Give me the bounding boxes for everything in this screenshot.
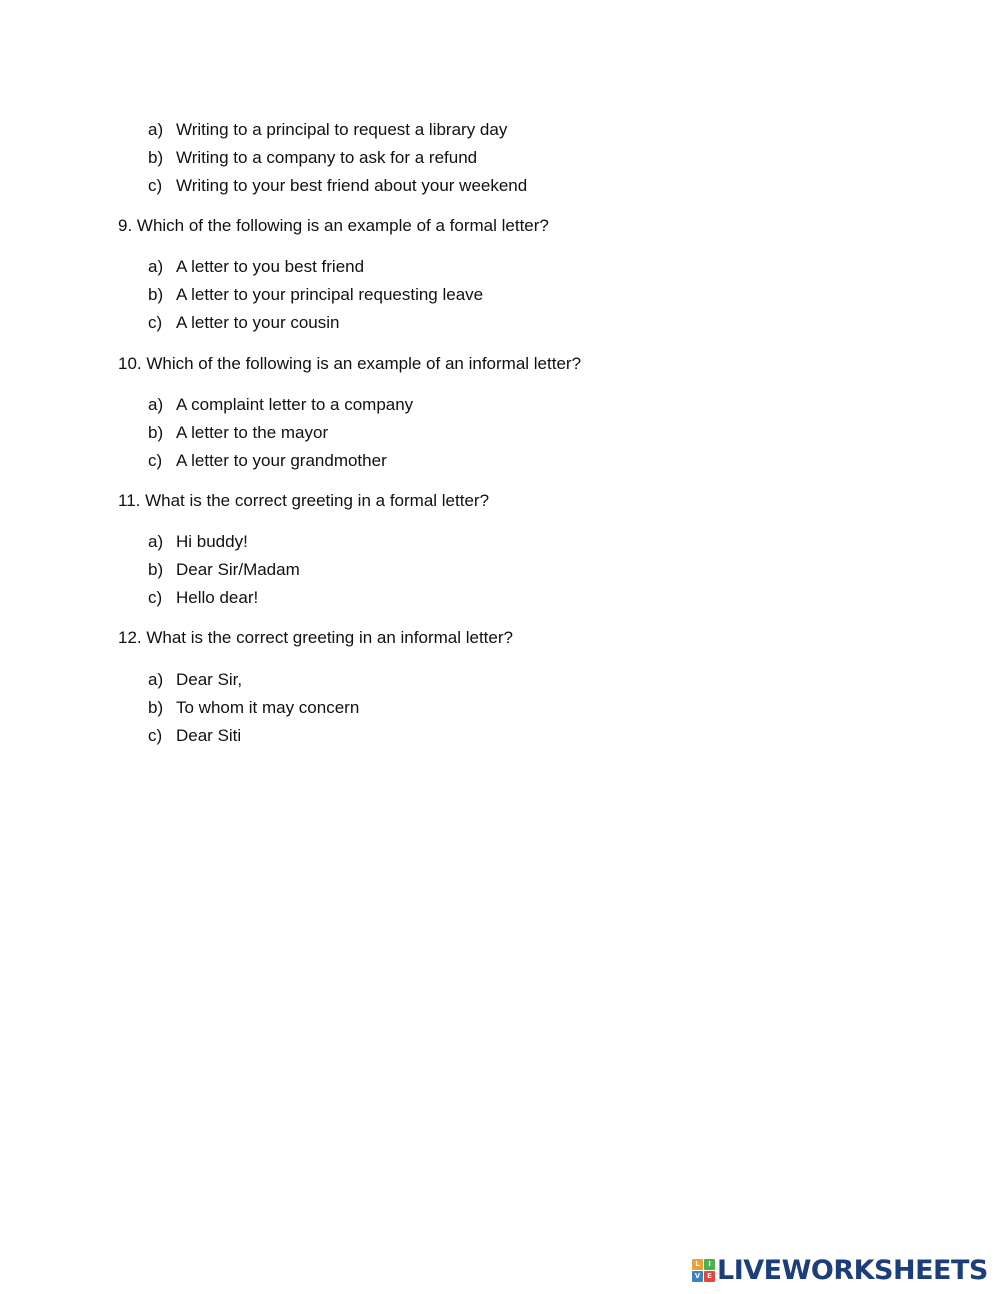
option-item [148,447,413,475]
option-text: Dear Sir, [176,670,243,689]
option-text: A letter to your grandmother [176,451,387,470]
option-list [148,666,359,750]
option-text: Writing to a company to ask for a refund [176,148,478,167]
option-letter: b) [148,560,164,579]
option-item [148,722,359,750]
question-12: 12. What is the correct greeting in an informal letter? [118,628,513,647]
option-text: A letter to the mayor [176,423,329,442]
logo-mark-letter: L [692,1259,703,1270]
option-item [148,116,527,144]
option-list [148,116,527,200]
option-text: Hello dear! [176,588,259,607]
option-list [148,391,413,475]
option-letter: a) [148,532,164,551]
option-text: Dear Sir/Madam [176,560,300,579]
option-item [148,419,413,447]
logo-mark-letter: V [692,1271,703,1282]
option-text: Dear Siti [176,726,242,745]
logo-text: LIVEWORKSHEETS [717,1254,988,1286]
option-text: Writing to your best friend about your weekend [176,176,528,195]
option-text: Writing to a principal to request a library day [176,120,508,139]
option-item [148,694,359,722]
option-text: A letter to your principal requesting leave [176,285,484,304]
option-letter: b) [148,423,164,442]
option-item [148,172,527,200]
option-item [148,281,483,309]
option-list [148,528,300,612]
option-letter: a) [148,670,164,689]
option-item [148,556,300,584]
liveworksheets-logo [692,1253,988,1287]
option-letter: b) [148,285,164,304]
option-list [148,253,483,337]
logo-mark-letter: I [704,1259,715,1270]
option-text: A letter to you best friend [176,257,365,276]
option-text: A complaint letter to a company [176,395,414,414]
option-letter: c) [148,726,163,745]
option-letter: c) [148,451,163,470]
option-letter: a) [148,395,164,414]
option-letter: b) [148,148,164,167]
option-letter: b) [148,698,164,717]
option-item [148,666,359,694]
option-item [148,309,483,337]
option-letter: a) [148,257,164,276]
option-item [148,584,300,612]
logo-mark-letter: E [704,1271,715,1282]
option-letter: c) [148,176,163,195]
option-item [148,528,300,556]
question-11: 11. What is the correct greeting in a formal letter? [118,491,490,510]
option-item [148,144,527,172]
option-letter: c) [148,588,163,607]
option-item [148,253,483,281]
option-text: To whom it may concern [176,698,360,717]
option-item [148,391,413,419]
option-text: A letter to your cousin [176,313,340,332]
question-10: 10. Which of the following is an example of an informal letter? [118,354,582,373]
option-text: Hi buddy! [176,532,248,551]
logo-mark-icon [692,1259,714,1281]
option-letter: c) [148,313,163,332]
option-letter: a) [148,120,164,139]
question-9: 9. Which of the following is an example of a formal letter? [118,216,549,235]
